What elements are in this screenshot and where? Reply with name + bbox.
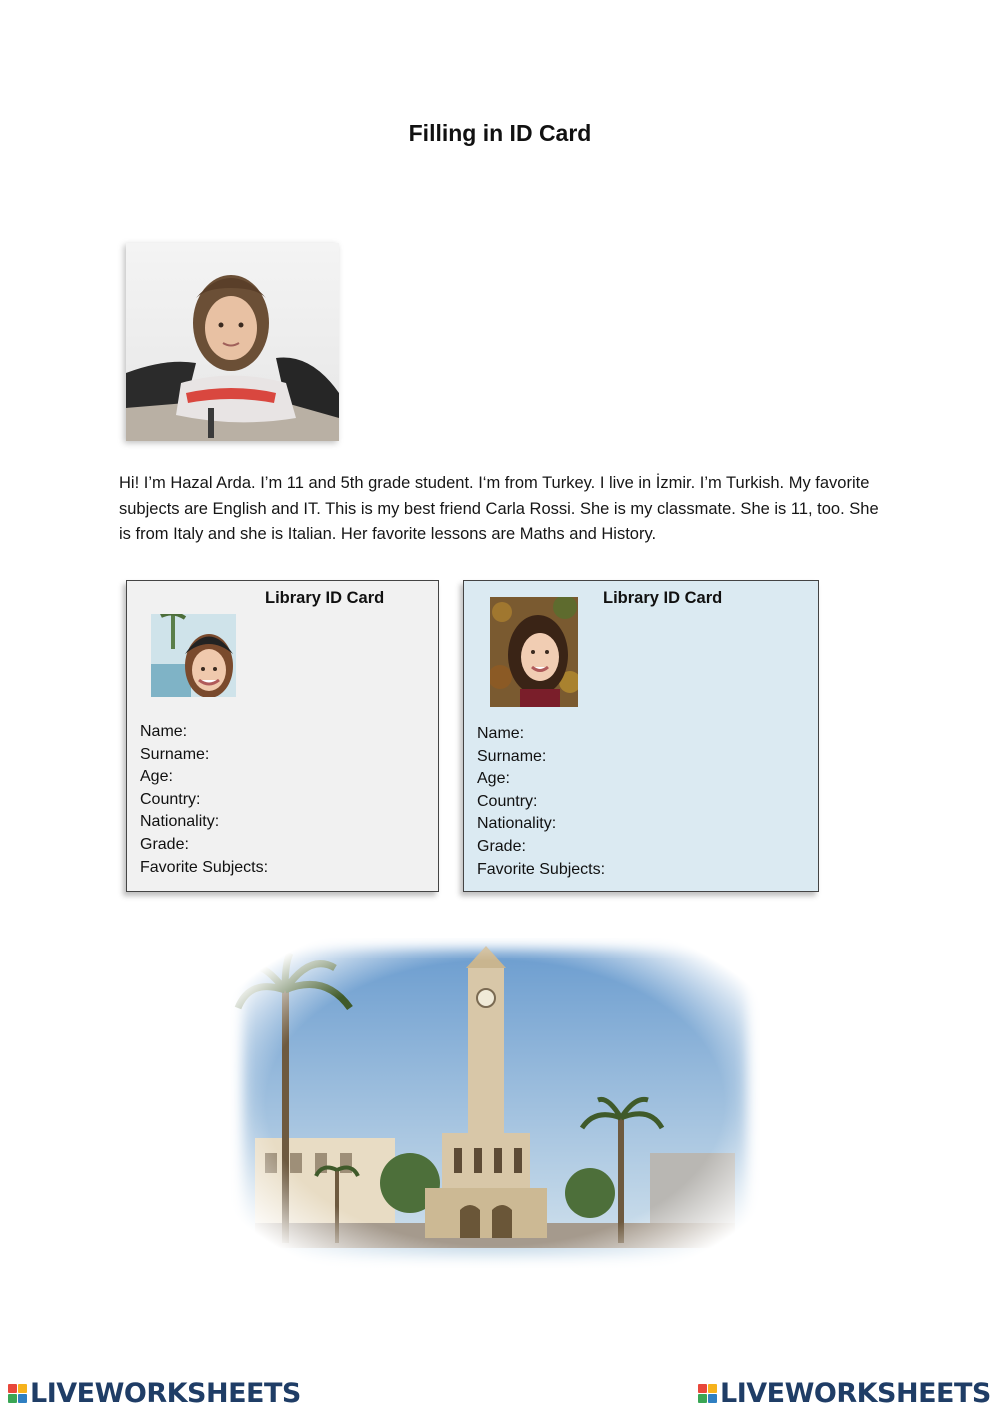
field-label-favorite-subjects: Favorite Subjects: [477,860,606,878]
field-label-nationality: Nationality: [477,815,557,833]
card-photo-girl-beanie [151,614,236,697]
field-label-age: Age: [140,768,173,786]
field-label-surname: Surname: [140,745,210,763]
card-fields [477,723,605,881]
brand-text: LIVEWORKSHEETS [30,1378,301,1409]
field-label-favorite-subjects: Favorite Subjects: [140,858,269,876]
field-label-name: Name: [140,723,188,740]
page-title: Filling in ID Card [408,120,592,146]
liveworksheets-logo-left [8,1378,301,1409]
library-id-card-1 [126,580,439,892]
brand-text: LIVEWORKSHEETS [720,1378,991,1409]
photo-izmir-clock-tower [230,938,760,1268]
intro-paragraph: Hi! I’m Hazal Arda. I’m 11 and 5th grade student. I‘m from Turkey. I live in İzmir. I’m Turkish. My favorite subjects are English and IT. This is my best friend Carla Rossi. She is my classmate. She is 11, too. She is from Italy and she is Italian. Her favorite lessons are Maths and History. [119,474,879,543]
card-fields [140,721,268,879]
field-label-name: Name: [477,725,525,742]
field-label-country: Country: [477,792,538,810]
liveworksheets-mark-icon [8,1384,27,1403]
photo-girl-surfboard [126,243,339,441]
field-label-country: Country: [140,790,201,808]
card-photo-girl-leaves [490,597,578,707]
liveworksheets-mark-icon [698,1384,717,1403]
library-id-card-2 [463,580,819,892]
field-label-age: Age: [477,770,510,788]
field-label-surname: Surname: [477,747,547,765]
liveworksheets-logo-right [698,1378,991,1409]
card-title: Library ID Card [265,589,385,607]
field-label-grade: Grade: [477,837,526,855]
card-title: Library ID Card [603,589,723,607]
field-label-grade: Grade: [140,835,189,853]
field-label-nationality: Nationality: [140,813,220,831]
